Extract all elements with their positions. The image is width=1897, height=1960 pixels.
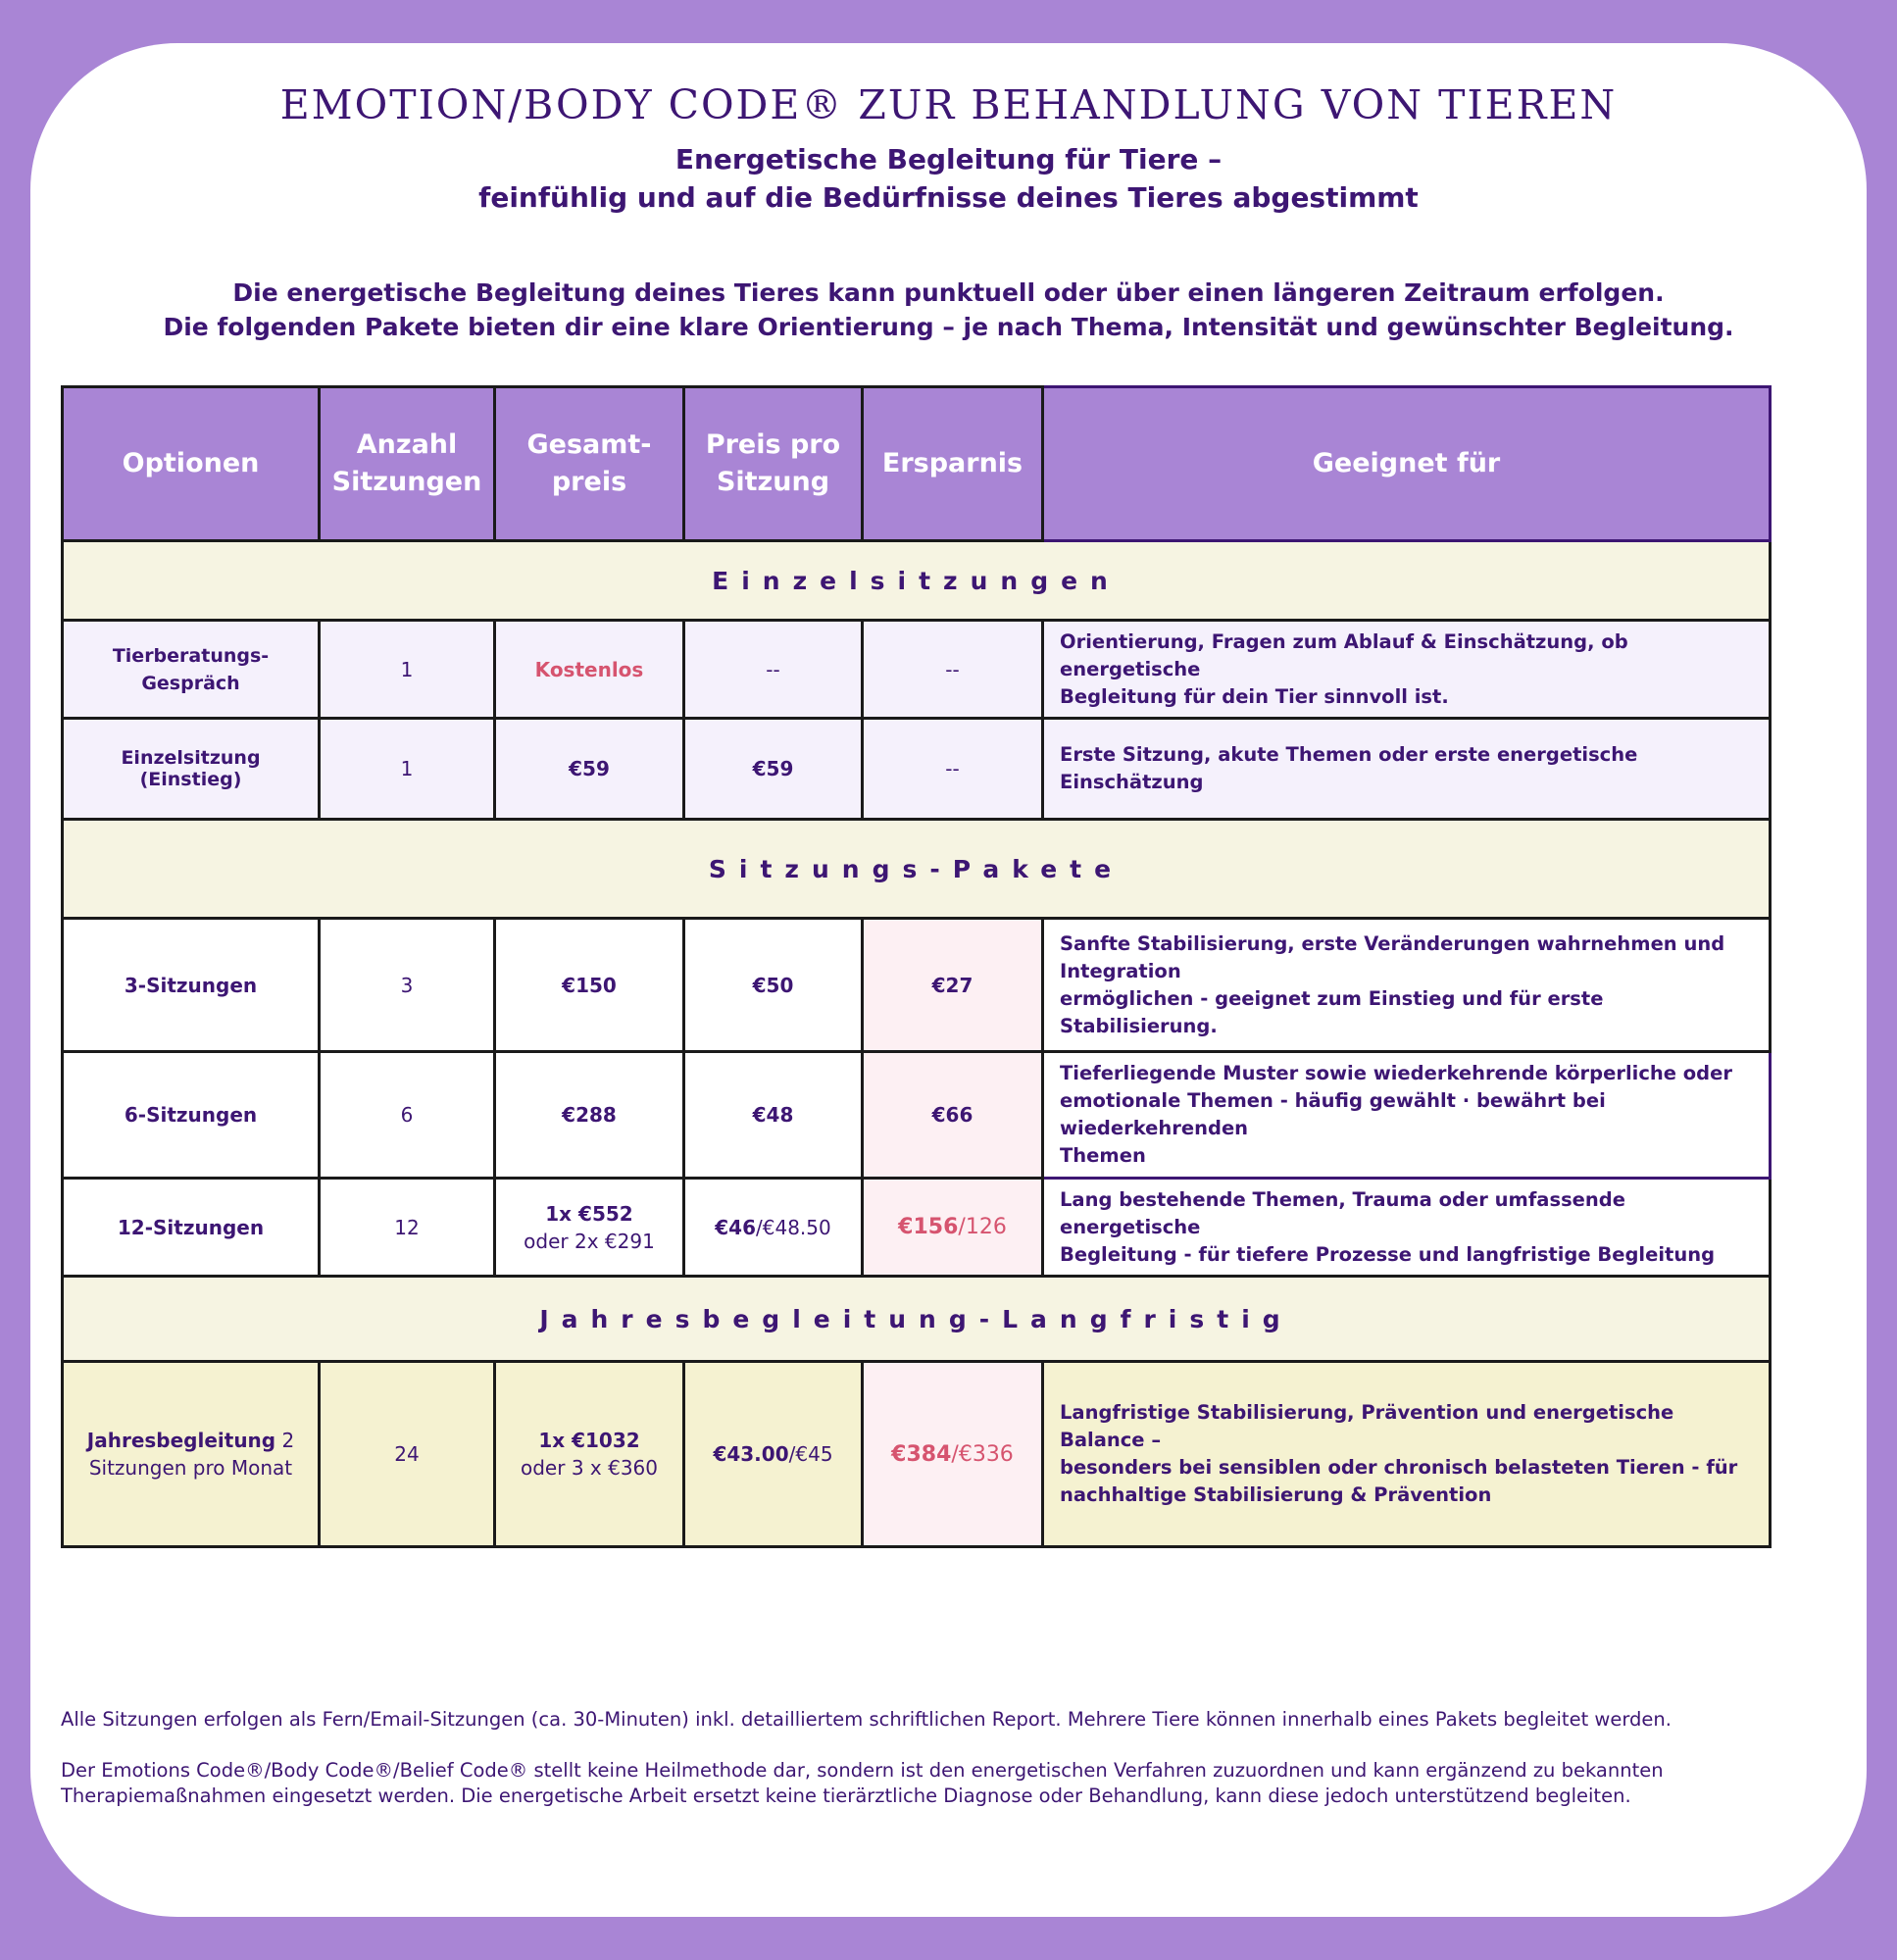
- col-header-options: Optionen: [63, 387, 320, 541]
- savings-main: €156: [898, 1215, 959, 1239]
- page-title: EMOTION/BODY CODE® ZUR BEHANDLUNG VON TIEREN: [279, 81, 1618, 128]
- pricing-table: [61, 385, 1772, 1548]
- intro-line-2: Die folgenden Pakete bieten dir eine klare Orientierung – je nach Thema, Intensität und gewünschter Begleitung.: [163, 313, 1734, 341]
- disclaimer-line1: Der Emotions Code®/Body Code®/Belief Code® stellt keine Heilmethode dar, sondern ist den energetischen Verfahren zuzuordnen und kann ergänzend zu bekannten: [61, 1759, 1664, 1782]
- option-name-sub: Sitzungen pro Monat: [88, 1456, 293, 1480]
- sessions-cell: 12: [320, 1179, 495, 1277]
- col-header-per-session: [684, 387, 863, 541]
- col-header-per-line2: Sitzung: [716, 467, 830, 497]
- sessions-cell: 24: [320, 1362, 495, 1547]
- col-header-sessions: [320, 387, 495, 541]
- total-price-line2: oder 2x €291: [524, 1229, 655, 1253]
- sessions-cell: 3: [320, 919, 495, 1052]
- suited-line1: Tieferliegende Muster sowie wiederkehrende körperliche oder: [1060, 1062, 1732, 1084]
- section-title-annual: Jahresbegleitung-Langfristig: [63, 1277, 1771, 1362]
- total-price-cell: €59: [495, 719, 684, 820]
- per-session-cell: --: [684, 621, 863, 719]
- suited-for-cell: Erste Sitzung, akute Themen oder erste energetische Einschätzung: [1043, 719, 1771, 820]
- suited-line2: Begleitung - für tiefere Prozesse und langfristige Begleitung: [1060, 1242, 1716, 1266]
- suited-line3: Themen: [1060, 1144, 1146, 1167]
- suited-for-cell: [1043, 621, 1771, 719]
- option-name: 6-Sitzungen: [63, 1052, 320, 1179]
- savings-cell: [863, 1362, 1043, 1547]
- sessions-cell: 1: [320, 621, 495, 719]
- savings-alt: /126: [958, 1215, 1007, 1239]
- suited-line1: Langfristige Stabilisierung, Prävention und energetische Balance –: [1060, 1401, 1674, 1451]
- disclaimer-line2: Therapiemaßnahmen eingesetzt werden. Die energetische Arbeit ersetzt keine tierärztliche Diagnose oder Behandlung, kann diese jedoch unterstützend begleiten.: [61, 1784, 1631, 1807]
- suited-line3: nachhaltige Stabilisierung & Prävention: [1060, 1483, 1492, 1506]
- suited-line1: Sanfte Stabilisierung, erste Veränderungen wahrnehmen und Integration: [1060, 931, 1725, 982]
- col-header-sessions-line1: Anzahl: [356, 429, 458, 460]
- suited-line2: besonders bei sensiblen oder chronisch belasteten Tieren - für: [1060, 1456, 1738, 1479]
- section-row-annual: [63, 1277, 1771, 1362]
- option-name-line2: Gespräch: [141, 672, 240, 694]
- section-row-packages: [63, 820, 1771, 919]
- subtitle-line-2: feinfühlig und auf die Bedürfnisse deines Tieres abgestimmt: [478, 181, 1419, 214]
- footer-note-disclaimer: [61, 1758, 1786, 1809]
- savings-cell: [863, 1179, 1043, 1277]
- option-name: 12-Sitzungen: [63, 1179, 320, 1277]
- section-title-single: Einzelsitzungen: [63, 541, 1771, 621]
- option-name-line1: Tierberatungs-: [112, 644, 270, 667]
- per-session-cell: €50: [684, 919, 863, 1052]
- section-title-packages: Sitzungs-Pakete: [63, 820, 1771, 919]
- total-price-cell: €150: [495, 919, 684, 1052]
- savings-main: €384: [891, 1441, 952, 1467]
- suited-line1: Orientierung, Fragen zum Ablauf & Einschätzung, ob energetische: [1060, 629, 1628, 680]
- savings-alt: /€336: [951, 1441, 1014, 1467]
- option-name-count: 2: [275, 1429, 295, 1452]
- col-header-total: [495, 387, 684, 541]
- col-header-sessions-line2: Sitzungen: [331, 467, 482, 497]
- section-row-single: [63, 541, 1771, 621]
- per-session-cell: [684, 1362, 863, 1547]
- total-price-cell: [495, 1362, 684, 1547]
- suited-line2: emotionale Themen - häufig gewählt · bewährt bei wiederkehrenden: [1060, 1089, 1606, 1139]
- intro-text: [0, 276, 1897, 344]
- per-session-alt: /€45: [788, 1442, 833, 1466]
- sessions-cell: 1: [320, 719, 495, 820]
- suited-for-cell: [1043, 1179, 1771, 1277]
- option-name: 3-Sitzungen: [63, 919, 320, 1052]
- total-price-line1: 1x €1032: [538, 1429, 640, 1452]
- option-name: [63, 1362, 320, 1547]
- savings-cell: --: [863, 719, 1043, 820]
- table-row-annual: [63, 1362, 1771, 1547]
- table-row-consult: [63, 621, 1771, 719]
- total-price-cell: Kostenlos: [495, 621, 684, 719]
- total-price-cell: €288: [495, 1052, 684, 1179]
- col-header-per-line1: Preis pro: [705, 429, 841, 460]
- option-name: [63, 621, 320, 719]
- footer-note-sessions: Alle Sitzungen erfolgen als Fern/Email-Sitzungen (ca. 30-Minuten) inkl. detailliertem schriftlichen Report. Mehrere Tiere können innerhalb eines Pakets begleitet werden.: [61, 1708, 1672, 1731]
- total-price-line2: oder 3 x €360: [521, 1456, 658, 1480]
- col-header-suited: Geeignet für: [1043, 387, 1771, 541]
- option-name-main: Jahresbegleitung: [86, 1429, 276, 1452]
- per-session-cell: €48: [684, 1052, 863, 1179]
- col-header-total-line1: Gesamt-: [526, 429, 652, 460]
- table-row-6: [63, 1052, 1771, 1179]
- intro-line-1: Die energetische Begleitung deines Tieres kann punktuell oder über einen längeren Zeitraum erfolgen.: [232, 278, 1665, 307]
- per-session-main: €43.00: [713, 1442, 789, 1466]
- savings-cell: €27: [863, 919, 1043, 1052]
- option-name: Einzelsitzung (Einstieg): [63, 719, 320, 820]
- subtitle-line-1: Energetische Begleitung für Tiere –: [674, 143, 1223, 176]
- savings-cell: €66: [863, 1052, 1043, 1179]
- savings-cell: --: [863, 621, 1043, 719]
- table-row-single: [63, 719, 1771, 820]
- table-row-3: [63, 919, 1771, 1052]
- total-price-cell: [495, 1179, 684, 1277]
- suited-for-cell: [1043, 919, 1771, 1052]
- sessions-cell: 6: [320, 1052, 495, 1179]
- per-session-cell: €59: [684, 719, 863, 820]
- suited-line2: ermöglichen - geeignet zum Einstieg und für erste Stabilisierung.: [1060, 986, 1604, 1037]
- suited-line1: Lang bestehende Themen, Trauma oder umfassende energetische: [1060, 1187, 1625, 1238]
- table-row-12: [63, 1179, 1771, 1277]
- col-header-savings: Ersparnis: [863, 387, 1043, 541]
- page-subtitle: [0, 140, 1897, 217]
- per-session-main: €46: [715, 1215, 757, 1239]
- suited-for-cell: [1043, 1052, 1771, 1179]
- per-session-cell: [684, 1179, 863, 1277]
- table-header-row: [63, 387, 1771, 541]
- suited-for-cell: [1043, 1362, 1771, 1547]
- suited-line2: Begleitung für dein Tier sinnvoll ist.: [1060, 684, 1449, 708]
- col-header-total-line2: preis: [551, 467, 627, 497]
- per-session-alt: /€48.50: [756, 1215, 831, 1239]
- total-price-line1: 1x €552: [545, 1201, 633, 1226]
